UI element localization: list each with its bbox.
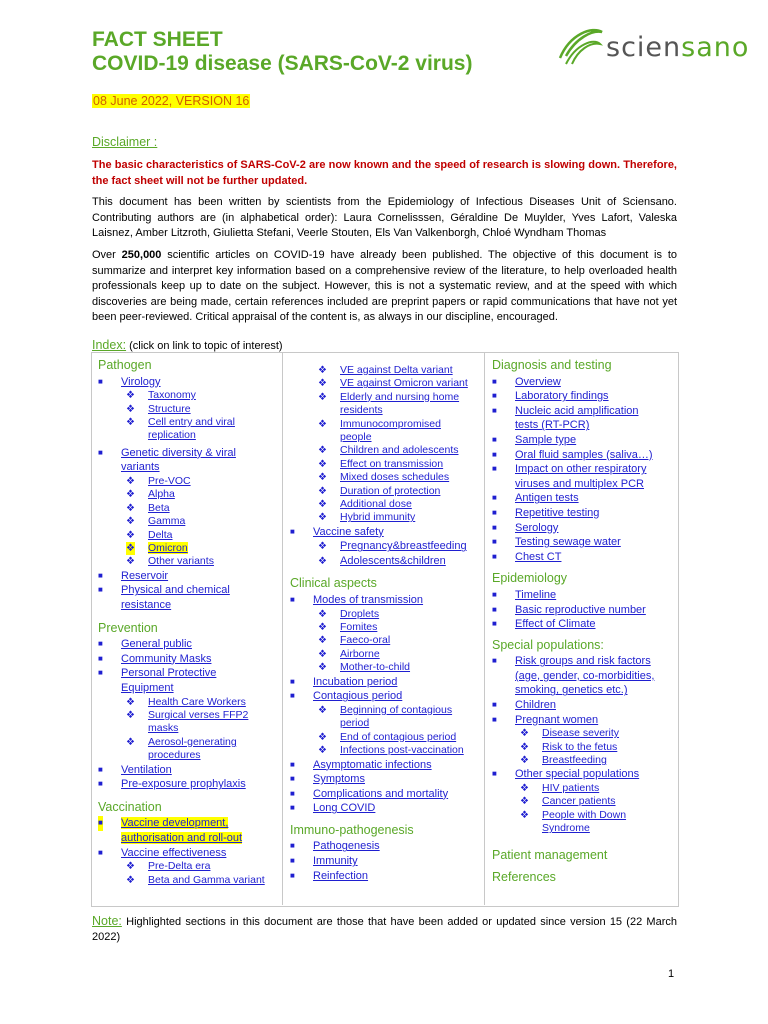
link-ppe[interactable]: ■ Personal Protective Equipment — [98, 667, 217, 694]
link-children-adolescents[interactable]: ❖ Children and adolescents — [318, 444, 459, 457]
logo-swirl-icon — [556, 24, 606, 68]
link-droplets[interactable]: ❖ Droplets — [318, 607, 380, 620]
link-laboratory-findings[interactable]: ■ Laboratory findings — [492, 390, 609, 403]
link-risk-fetus[interactable]: ❖ Risk to the fetus — [520, 740, 618, 753]
link-fomites[interactable]: ❖ Fomites — [318, 621, 378, 634]
link-genetic-diversity[interactable]: ■ Genetic diversity & viral variants — [98, 446, 236, 474]
link-pathogenesis[interactable]: ■ Pathogenesis — [290, 840, 380, 853]
link-omicron[interactable]: ❖ Omicron — [126, 542, 188, 555]
objective-paragraph: Over 250,000 scientific articles on COVID-19 have already been published. The objective of this document is to summarize and interpret key information based on a comprehensive review of the literature, to help overloaded health professionals keep up to date on the subject. However, this is not a systematic review, and at the speed with which discoveries are being made, certain references included are preprint papers or rapid communications that have not yet been peer-reviewed. Critical appraisal of the content is, as always in our discipline, encouraged. — [92, 249, 677, 323]
link-impact-respiratory[interactable]: ■ Impact on other respiratory viruses and multiplex PCR — [492, 463, 647, 490]
index-heading: Index: (click on link to topic of interest) — [92, 338, 283, 352]
column-divider — [484, 353, 485, 905]
column-divider — [282, 353, 283, 905]
sciensano-logo — [556, 24, 750, 68]
link-vaccine-safety[interactable]: ■ Vaccine safety — [290, 525, 384, 538]
link-effect-climate[interactable]: ■ Effect of Climate — [492, 618, 596, 631]
link-effect-transmission[interactable]: ❖ Effect on transmission — [318, 457, 444, 470]
document-title — [92, 28, 472, 76]
link-pregnant-women[interactable]: ■ Pregnant women — [492, 713, 599, 726]
link-naat[interactable]: ■ Nucleic acid amplification tests (RT-PCR) — [492, 404, 639, 432]
link-physical-chemical[interactable]: ■ Physical and chemical resistance — [98, 584, 230, 612]
disclaimer-red-text: The basic characteristics of SARS-CoV-2 are now known and the speed of research is slowing down. Therefore, the fact sheet will not be further updated. — [92, 159, 677, 187]
link-vaccine-development[interactable]: ■ Vaccine development, authorisation and roll-out — [98, 817, 243, 844]
logo-text: sciensano — [606, 32, 750, 63]
link-health-care-workers[interactable]: ❖ Health Care Workers — [126, 695, 246, 708]
section-immuno-pathogenesis: Immuno-pathogenesis — [290, 822, 414, 837]
link-mixed-doses[interactable]: ❖ Mixed doses schedules — [318, 471, 450, 484]
link-other-special-populations[interactable]: ■ Other special populations — [492, 768, 640, 781]
section-special-populations: Special populations: — [492, 637, 604, 652]
link-cancer-patients[interactable]: ❖ Cancer patients — [520, 795, 616, 808]
link-ventilation[interactable]: ■ Ventilation — [98, 763, 172, 776]
link-pregnancy-breastfeeding[interactable]: ❖ Pregnancy&breastfeeding — [318, 540, 467, 553]
version-date: 08 June 2022, VERSION 16 — [93, 94, 250, 108]
title-line-1: FACT SHEET — [92, 28, 223, 51]
link-children[interactable]: ■ Children — [492, 699, 556, 712]
section-diagnosis-testing: Diagnosis and testing — [492, 358, 612, 372]
link-down-syndrome[interactable]: ❖ People with Down Syndrome — [520, 808, 627, 835]
link-taxonomy[interactable]: ❖ Taxonomy — [126, 389, 196, 402]
link-ve-omicron[interactable]: ❖ VE against Omicron variant — [318, 377, 468, 390]
disclaimer-heading: Disclaimer : — [92, 135, 158, 149]
link-symptoms[interactable]: ■ Symptoms — [290, 773, 365, 786]
section-clinical-aspects: Clinical aspects — [290, 576, 377, 591]
link-modes-transmission[interactable]: ■ Modes of transmission — [290, 594, 424, 607]
link-duration-protection[interactable]: ❖ Duration of protection — [318, 484, 441, 497]
link-hiv-patients[interactable]: ❖ HIV patients — [520, 782, 600, 795]
link-other-variants[interactable]: ❖ Other variants — [126, 555, 214, 568]
link-overview[interactable]: ■ Overview — [492, 375, 561, 388]
section-patient-management[interactable]: Patient management — [492, 847, 608, 862]
link-vaccine-effectiveness[interactable]: ■ Vaccine effectiveness — [98, 846, 227, 859]
link-serology[interactable]: ■ Serology — [492, 521, 559, 534]
link-complications[interactable]: ■ Complications and mortality — [290, 787, 449, 800]
link-structure[interactable]: ❖ Structure — [126, 402, 191, 415]
link-airborne[interactable]: ❖ Airborne — [318, 647, 380, 660]
link-oral-fluid[interactable]: ■ Oral fluid samples (saliva…) — [492, 448, 653, 461]
section-pathogen: Pathogen — [98, 358, 152, 372]
link-breastfeeding[interactable]: ❖ Breastfeeding — [520, 754, 607, 767]
link-antigen-tests[interactable]: ■ Antigen tests — [492, 492, 579, 505]
link-community-masks[interactable]: ■ Community Masks — [98, 652, 212, 665]
link-reservoir[interactable]: ■ Reservoir — [98, 569, 169, 582]
link-alpha[interactable]: ❖ Alpha — [126, 488, 175, 501]
link-general-public[interactable]: ■ General public — [98, 638, 192, 651]
link-end-contagious[interactable]: ❖ End of contagious period — [318, 730, 457, 743]
link-basic-reproductive-number[interactable]: ■ Basic reproductive number — [492, 603, 646, 616]
link-asymptomatic[interactable]: ■ Asymptomatic infections — [290, 758, 432, 771]
link-timeline[interactable]: ■ Timeline — [492, 588, 557, 601]
note-paragraph: Note: Highlighted sections in this document are those that have been added or updated since version 15 (22 March 2022) — [92, 914, 677, 943]
link-mother-to-child[interactable]: ❖ Mother-to-child — [318, 661, 411, 674]
section-references[interactable]: References — [492, 870, 556, 885]
link-additional-dose[interactable]: ❖ Additional dose — [318, 498, 412, 511]
link-pre-voc[interactable]: ❖ Pre-VOC — [126, 475, 191, 487]
link-virology[interactable]: ■ Virology — [98, 375, 161, 388]
link-faeco-oral[interactable]: ❖ Faeco-oral — [318, 634, 391, 647]
link-beginning-contagious[interactable]: ❖ Beginning of contagious period — [318, 703, 453, 730]
link-immunocompromised[interactable]: ❖ Immunocompromised people — [318, 417, 441, 444]
index-column-3 — [492, 354, 676, 887]
link-contagious-period[interactable]: ■ Contagious period — [290, 690, 403, 703]
link-cell-entry[interactable]: ❖ Cell entry and viral replication — [126, 416, 235, 442]
link-repetitive-testing[interactable]: ■ Repetitive testing — [492, 506, 600, 519]
link-sewage-water[interactable]: ■ Testing sewage water — [492, 536, 621, 549]
section-epidemiology: Epidemiology — [492, 571, 568, 586]
page-number: 1 — [668, 968, 675, 980]
link-chest-ct[interactable]: ■ Chest CT — [492, 550, 562, 563]
link-beta[interactable]: ❖ Beta — [126, 501, 170, 514]
link-adolescents-children[interactable]: ❖ Adolescents&children — [318, 555, 446, 568]
article-count: 250,000 — [121, 249, 162, 261]
link-sample-type[interactable]: ■ Sample type — [492, 433, 577, 446]
link-pre-delta-era[interactable]: ❖ Pre-Delta era — [126, 860, 211, 873]
link-risk-groups[interactable]: ■ Risk groups and risk factors (age, gender, co-morbidities, smoking, genetics etc.) — [492, 655, 655, 697]
link-infections-post-vaccination[interactable]: ❖ Infections post-vaccination — [318, 744, 464, 757]
section-prevention: Prevention — [98, 620, 158, 635]
index-column-2 — [290, 364, 482, 883]
authors-paragraph: This document has been written by scientists from the Epidemiology of Infectious Diseases Unit of Sciensano. Contributing authors are (in alphabetical order): Laura Cornelisssen, Géraldine De Muylder, Yves Lafort, Valeska Laisnez, Amber Litzroth, Giulietta Stefani, Veerle Stouten, Els Van Valkenborgh, Chloé Wyndham Thomas — [92, 196, 677, 239]
link-hybrid-immunity[interactable]: ❖ Hybrid immunity — [318, 511, 416, 524]
title-line-2: COVID-19 disease (SARS-CoV-2 virus) — [92, 52, 473, 75]
link-immunity[interactable]: ■ Immunity — [290, 855, 358, 868]
link-elderly[interactable]: ❖ Elderly and nursing home residents — [318, 390, 460, 417]
link-beta-gamma-variant[interactable]: ❖ Beta and Gamma variant — [126, 873, 265, 886]
link-incubation-period[interactable]: ■ Incubation period — [290, 675, 398, 688]
link-surgical-masks[interactable]: ❖ Surgical verses FFP2 masks — [126, 709, 249, 735]
index-column-1 — [98, 354, 280, 887]
link-gamma[interactable]: ❖ Gamma — [126, 515, 186, 528]
link-long-covid[interactable]: ■ Long COVID — [290, 802, 376, 815]
link-ve-delta[interactable]: ❖ VE against Delta variant — [318, 364, 453, 376]
link-pre-exposure-prophylaxis[interactable]: ■ Pre-exposure prophylaxis — [98, 778, 246, 791]
link-disease-severity[interactable]: ❖ Disease severity — [520, 727, 620, 740]
link-reinfection[interactable]: ■ Reinfection — [290, 869, 369, 882]
link-delta[interactable]: ❖ Delta — [126, 528, 173, 541]
link-aerosol-procedures[interactable]: ❖ Aerosol-generating procedures — [126, 735, 237, 762]
section-vaccination: Vaccination — [98, 799, 162, 814]
